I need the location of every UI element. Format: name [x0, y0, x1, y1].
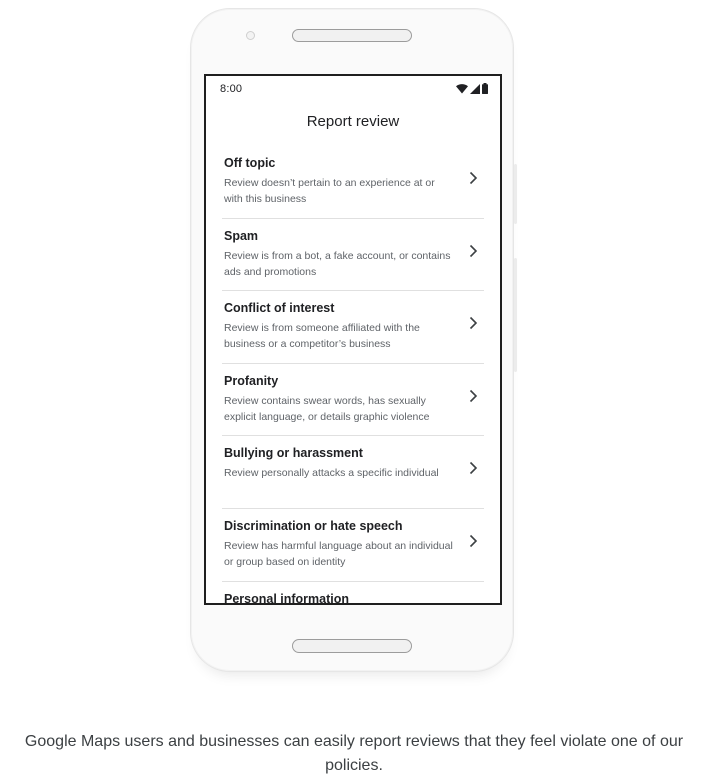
option-description: Review is from a bot, a fake account, or contains ads and promotions: [224, 249, 451, 278]
chevron-right-icon: [469, 461, 478, 475]
report-option-bullying[interactable]: [222, 436, 484, 509]
option-title: Conflict of interest: [224, 301, 335, 316]
image-caption: Google Maps users and businesses can easily report reviews that they feel violate one of our policies.: [24, 733, 684, 774]
earpiece-speaker: [292, 29, 412, 42]
option-description: Review doesn’t pertain to an experience at or with this business: [224, 177, 435, 205]
option-title: Spam: [224, 228, 259, 243]
page-title: Report review: [306, 113, 400, 130]
report-option-conflict-of-interest[interactable]: [222, 291, 484, 364]
option-title: Off topic: [224, 156, 276, 170]
signal-icon: [470, 84, 480, 94]
option-title: Discrimination or hate speech: [224, 518, 403, 533]
option-description: Review has harmful language about an individual or group based on identity: [224, 539, 453, 568]
option-title: Profanity: [224, 373, 279, 388]
report-option-profanity[interactable]: [222, 364, 484, 437]
report-option-discrimination[interactable]: [222, 509, 484, 582]
home-button[interactable]: [292, 639, 412, 653]
option-title: Bullying or harassment: [224, 446, 363, 461]
front-camera: [246, 31, 255, 40]
chevron-right-icon: [469, 316, 478, 330]
option-title: Personal information: [224, 591, 350, 605]
option-description: Review personally attacks a specific individual: [224, 467, 439, 480]
battery-icon: [482, 83, 488, 94]
option-description: Review contains swear words, has sexually explicit language, or details graphic violence: [224, 394, 430, 423]
report-option-personal-information[interactable]: [222, 582, 484, 605]
status-icons: [456, 83, 488, 94]
chevron-right-icon: [469, 534, 478, 548]
report-option-off-topic[interactable]: [222, 146, 484, 219]
chevron-right-icon: [469, 389, 478, 403]
phone-screen: [204, 74, 502, 605]
report-reason-list: [222, 146, 484, 605]
status-time: 8:00: [220, 83, 243, 95]
chevron-right-icon: [469, 244, 478, 258]
status-bar: [206, 76, 500, 102]
power-button: [514, 258, 517, 372]
wifi-icon: [456, 84, 468, 94]
report-option-spam[interactable]: [222, 219, 484, 292]
option-description: Review is from someone affiliated with the business or a competitor’s business: [224, 322, 420, 351]
chevron-right-icon: [469, 171, 478, 185]
volume-button: [514, 164, 517, 224]
